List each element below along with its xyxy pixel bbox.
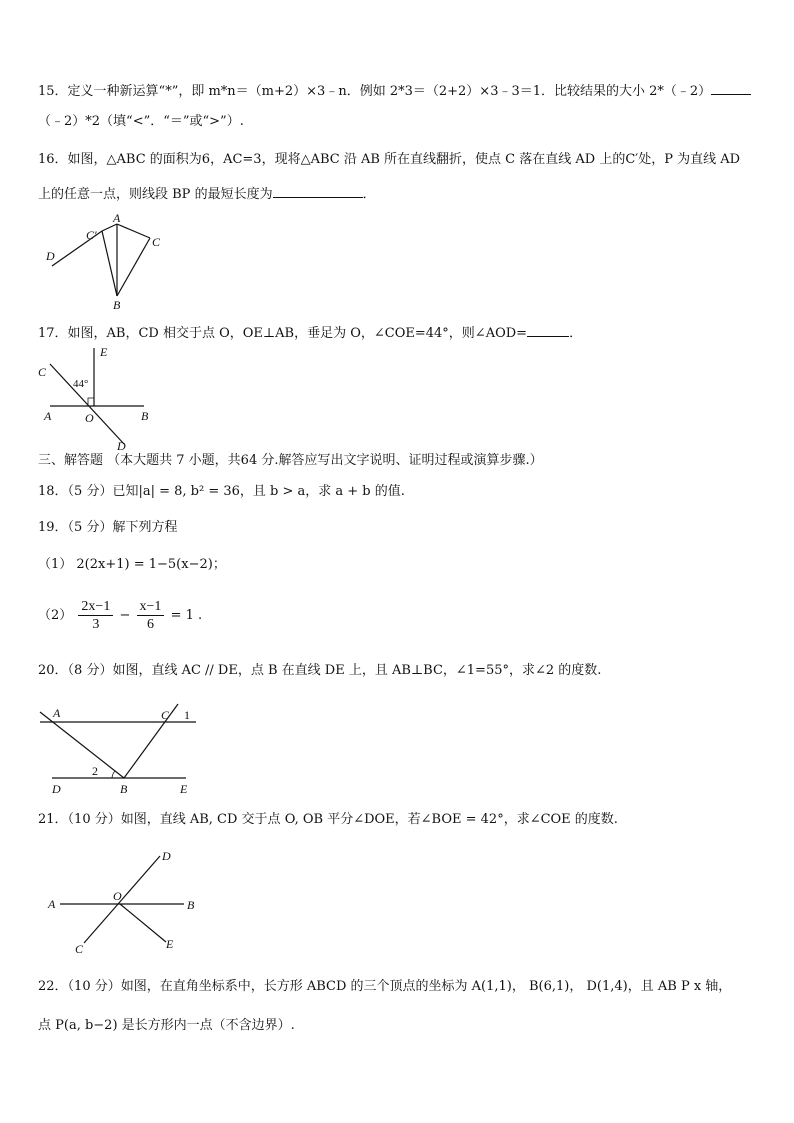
- q17-label-A: A: [44, 409, 52, 423]
- q21-label-B: B: [187, 898, 195, 912]
- q17-label-B: B: [141, 409, 149, 423]
- q21-label-O: O: [113, 889, 122, 903]
- q20-angle2-arc: [112, 771, 115, 778]
- q16-label-C: C: [152, 235, 161, 249]
- q16-line-AC: [117, 224, 150, 238]
- q16-line2: [38, 185, 376, 204]
- q16-label-D: D: [46, 249, 55, 263]
- q19-frac2: [137, 598, 165, 633]
- q21-label-D: D: [162, 849, 171, 863]
- q20-text: 20．（8 分）如图，直线 AC // DE，点 B 在直线 DE 上，且 AB⊥BC，∠1=55°，求∠2 的度数.: [38, 663, 602, 678]
- q19-eq2: [38, 598, 202, 634]
- q15-line2: （﹣2）*2（填“<”．“＝”或“>”）.: [38, 114, 244, 129]
- q20-label-B: B: [120, 782, 128, 796]
- q19-frac2-denominator: 6: [146, 617, 154, 632]
- q19-frac1-denominator: 3: [92, 617, 100, 632]
- q19-frac2-numerator: x−1: [137, 598, 165, 616]
- q17-label-angle: 44°: [73, 378, 89, 390]
- q22-line2: 点 P(a, b−2) 是长方形内一点（不含边界）.: [38, 1018, 295, 1033]
- q19-minus: −: [119, 608, 131, 623]
- q17-label-E: E: [100, 345, 108, 359]
- q20-line-BC: [124, 704, 178, 778]
- q20-label-1: 1: [184, 708, 190, 722]
- q21-label-C: C: [75, 942, 84, 956]
- q20-label-E: E: [180, 782, 188, 796]
- q17-end: ．: [569, 326, 583, 341]
- q20-figure: [38, 700, 208, 800]
- q17-line-CD: [50, 364, 124, 444]
- q17-label-C: C: [38, 365, 47, 379]
- q15-answer-blank[interactable]: [711, 82, 751, 95]
- q19-eq2-suffix: = 1 .: [170, 608, 203, 623]
- q20-label-2: 2: [92, 764, 98, 778]
- q21-label-A: A: [48, 897, 56, 911]
- q21-line-CD: [84, 856, 160, 943]
- q17-label-D: D: [117, 439, 126, 452]
- q15-line1: [38, 82, 751, 101]
- q21-text: 21．（10 分）如图，直线 AB, CD 交于点 O, OB 平分∠DOE，若∠BOE = 42°，求∠COE 的度数.: [38, 812, 618, 827]
- q19-frac1: [78, 598, 113, 633]
- q16-answer-blank[interactable]: [273, 185, 363, 198]
- q20-label-D: D: [52, 782, 61, 796]
- q16-line-CpA: [102, 224, 117, 231]
- q16-text: 上的任意一点，则线段 BP 的最短长度为: [38, 187, 273, 202]
- q16-label-B: B: [113, 298, 121, 312]
- q16-end: ．: [362, 187, 376, 202]
- q15-text: 15．定义一种新运算“*”，即 m*n＝（m+2）×3﹣n．例如 2*3＝（2+2）×3﹣3＝1．比较结果的大小 2*（﹣2）: [38, 84, 712, 99]
- q18-text: 18．（5 分）已知|a| = 8, b² = 36，且 b > a，求 a + b 的值.: [38, 484, 405, 499]
- q21-figure: [38, 840, 213, 960]
- q19-frac1-numerator: 2x−1: [78, 598, 113, 616]
- q17-answer-blank[interactable]: [527, 324, 569, 337]
- q17-label-O: O: [85, 411, 94, 425]
- q17-right-angle-mark: [88, 398, 94, 406]
- q16-label-A: A: [113, 211, 121, 225]
- q16-figure: [38, 210, 178, 315]
- q17-figure: [38, 340, 163, 452]
- q16-line-CB: [117, 238, 150, 296]
- section3-heading: 三、解答题 （本大题共 7 小题，共64 分.解答应写出文字说明、证明过程或演算步骤.）: [38, 453, 543, 468]
- q19-eq1: （1） 2(2x+1) = 1−5(x−2)；: [38, 557, 226, 572]
- q16-label-Cprime: C′: [86, 228, 97, 242]
- q19-title: 19．（5 分）解下列方程: [38, 520, 178, 535]
- q21-line-OE: [120, 904, 166, 942]
- q17-text: 17．如图，AB，CD 相交于点 O，OE⊥AB，垂足为 O，∠COE=44°，则∠AOD=: [38, 326, 528, 341]
- q21-label-E: E: [166, 937, 174, 951]
- q20-label-C: C: [161, 708, 170, 722]
- q16-line1: 16．如图，△ABC 的面积为6，AC=3，现将△ABC 沿 AB 所在直线翻折，使点 C 落在直线 AD 上的C′处，P 为直线 AD: [38, 152, 741, 167]
- q16-line-CpB: [102, 231, 117, 296]
- q22-line1: 22．（10 分）如图，在直角坐标系中，长方形 ABCD 的三个顶点的坐标为 A(1,1)， B(6,1)， D(1,4)，且 AB P x 轴，: [38, 979, 732, 994]
- q19-eq2-prefix: （2）: [38, 608, 73, 623]
- q20-label-A: A: [53, 706, 61, 720]
